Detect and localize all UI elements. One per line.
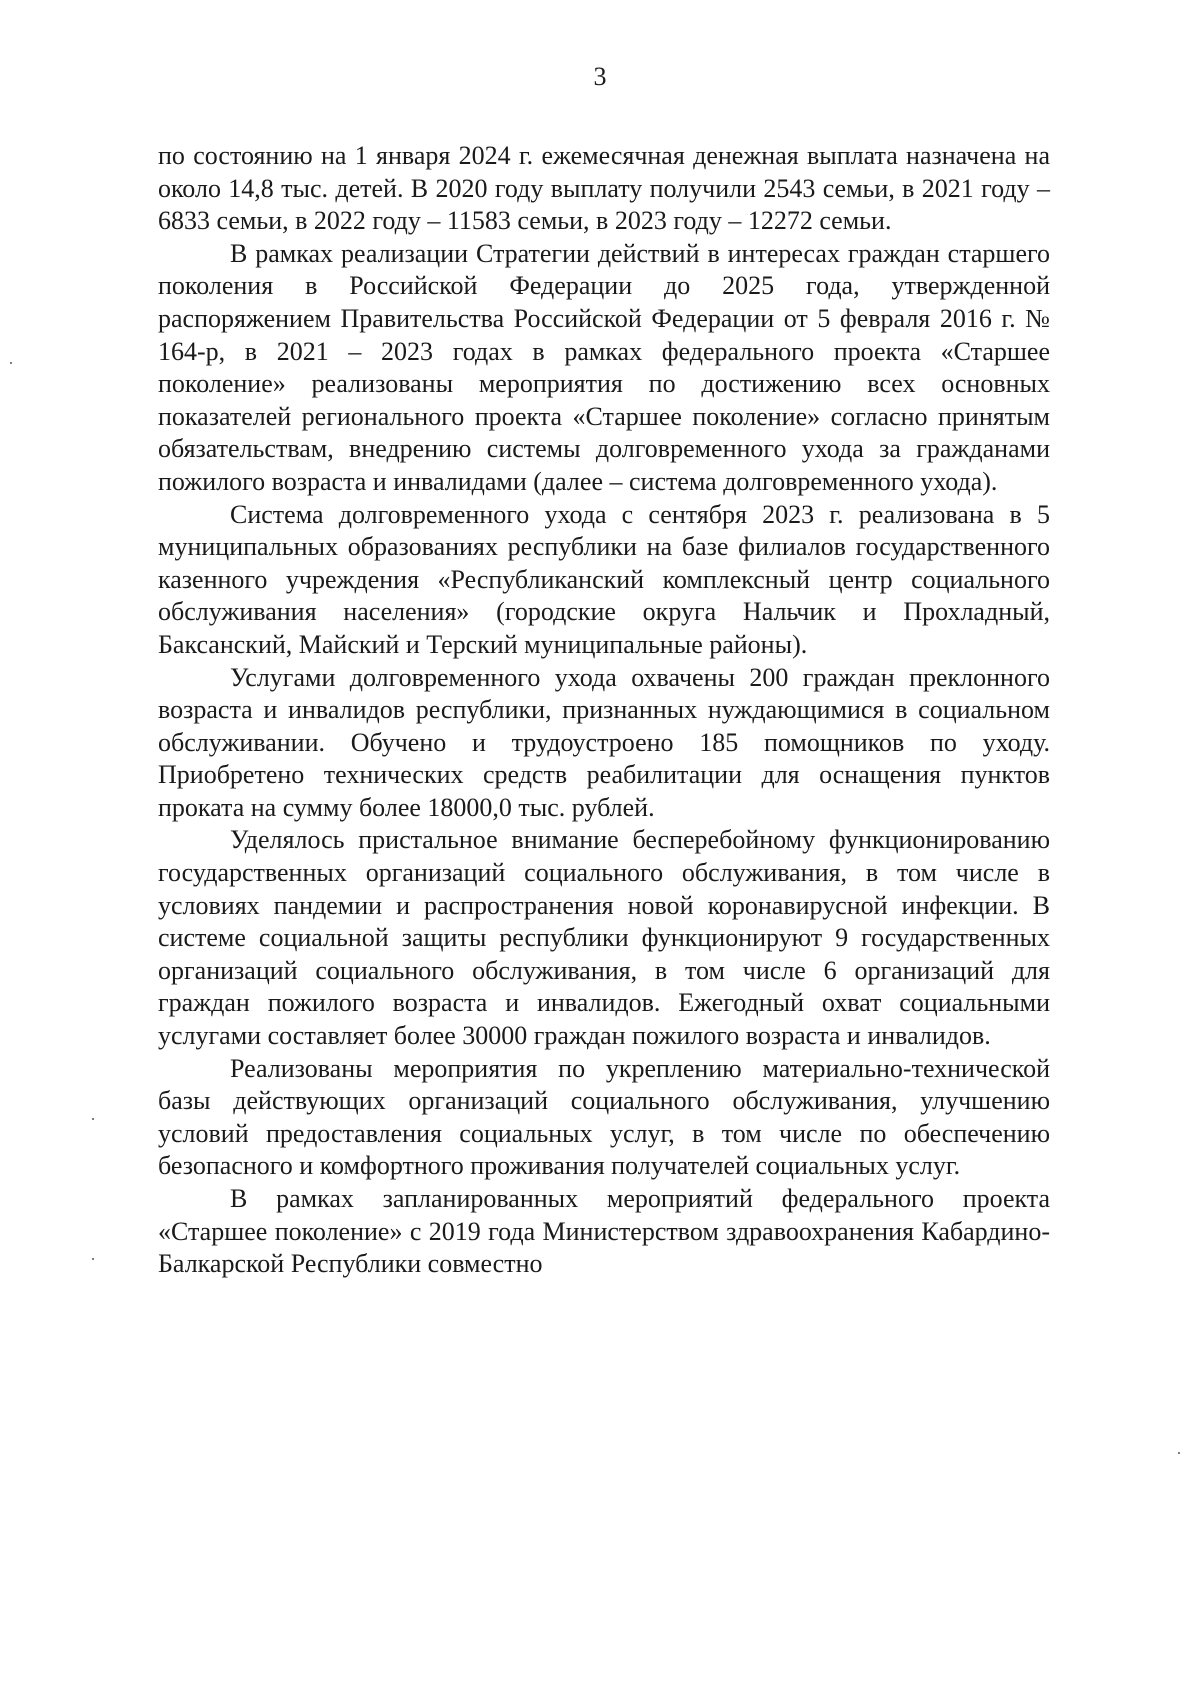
paragraph-long-term-care-system: Система долговременного ухода с сентября 2023 г. реализована в 5 муниципальных образованиях республики на базе филиалов государственного казенного учреждения «Республиканский комплексный центр социального обслуживания населения» (городские округа Нальчик и Прохладный, Баксанский, Майский и Терский муниципальные районы). <box>158 499 1050 659</box>
document-body <box>158 140 1050 1281</box>
paragraph-continuation: по состоянию на 1 января 2024 г. ежемесячная денежная выплата назначена на около 14,8 тыс. детей. В 2020 году выплату получили 2543 семьи, в 2021 году – 6833 семьи, в 2022 году – 11583 семьи, в 2023 году – 12272 семьи. <box>158 141 1050 236</box>
paragraph-material-base: Реализованы мероприятия по укреплению материально-технической базы действующих организаций социального обслуживания, улучшению условий предоставления социальных услуг, в том числе по обеспечению безопасного и комфортного проживания получателей социальных услуг. <box>158 1053 1050 1181</box>
scan-speck <box>10 362 12 364</box>
paragraph-care-services: Услугами долговременного ухода охвачены 200 граждан преклонного возраста и инвалидов республики, признанных нуждающимися в социальном обслуживании. Обучено и трудоустроено 185 помощников по уходу. Приобретено технических средств реабилитации для оснащения пунктов проката на сумму более 18000,0 тыс. рублей. <box>158 662 1050 822</box>
paragraph-federal-project: В рамках запланированных мероприятий федерального проекта «Старшее поколение» с 2019 года Министерством здравоохранения Кабардино-Балкарской Республики совместно <box>158 1184 1050 1279</box>
scan-speck <box>92 1258 94 1260</box>
paragraph-strategy: В рамках реализации Стратегии действий в интересах граждан старшего поколения в Российской Федерации до 2025 года, утвержденной распоряжением Правительства Российской Федерации от 5 февраля 2016 г. № 164-р, в 2021 – 2023 годах в рамках федерального проекта «Старшее поколение» реализованы мероприятия по достижению всех основных показателей регионального проекта «Старшее поколение» согласно принятым обязательствам, внедрению системы долговременного ухода за гражданами пожилого возраста и инвалидами (далее – система долговременного ухода). <box>158 238 1050 496</box>
scan-speck <box>92 1118 94 1120</box>
page-number: 3 <box>593 62 607 91</box>
scan-speck <box>1178 1452 1180 1454</box>
paragraph-social-organizations: Уделялось пристальное внимание бесперебойному функционированию государственных организаций социального обслуживания, в том числе в условиях пандемии и распространения новой коронавирусной инфекции. В системе социальной защиты республики функционируют 9 государственных организаций социального обслуживания, в том числе 6 организаций для граждан пожилого возраста и инвалидов. Ежегодный охват социальными услугами составляет более 30000 граждан пожилого возраста и инвалидов. <box>158 825 1050 1051</box>
